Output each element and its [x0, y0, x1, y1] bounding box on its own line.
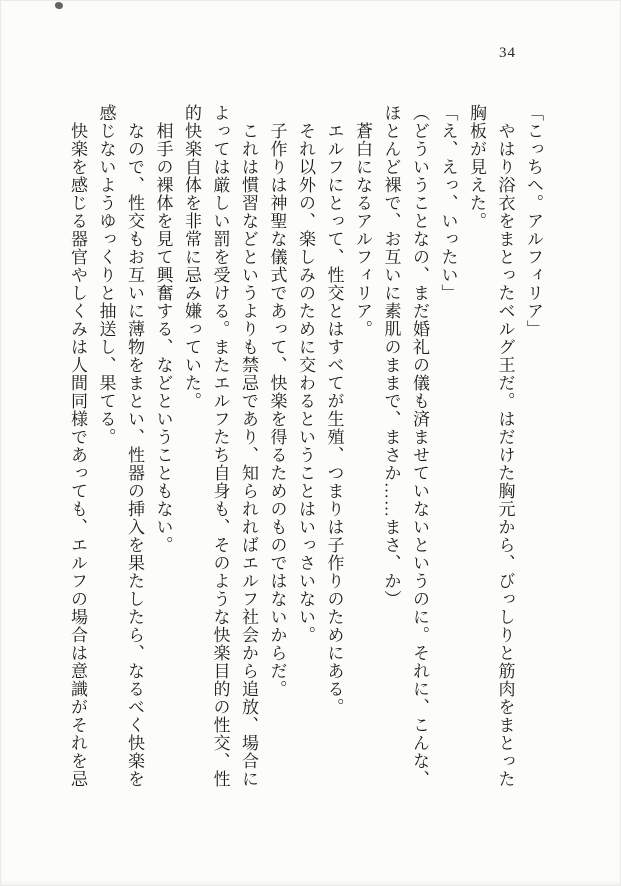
text-line: エルフにとって、性交とはすべてが生殖、つまりは子作りのためにある。 [324, 122, 344, 716]
text-line: 快楽を感じる器官やしくみは人間同様であっても、エルフの場合は意識がそれを忌 [68, 122, 87, 788]
text-line: なので、性交もお互いに薄物をまとい、性器の挿入を果たしたら、なるべく快楽を [125, 122, 144, 788]
text-line: これは慣習などというよりも禁忌であり、知られればエルフ社会から追放、場合に [239, 122, 258, 788]
text-line: 的快楽自体を非常に忌み嫌っていた。 [182, 104, 201, 410]
text-line: 感じないようゆっくりと抽送し、果てる。 [96, 104, 116, 446]
text-line: それ以外の、楽しみのために交わるということはいっさいない。 [296, 122, 315, 644]
text-line: 蒼白になるアルフィリア。 [353, 122, 372, 338]
body-text [57, 104, 547, 818]
text-line: （どういうことなの、まだ婚礼の儀も済ませていないというのに。それに、こんな、 [410, 104, 429, 788]
text-line: 「こっちへ。アルフィリア」 [524, 104, 543, 338]
page-number: 34 [499, 45, 516, 61]
text-line: 「え、えっ、いったい」 [438, 104, 458, 302]
text-line: 相手の裸体を見て興奮する、などということもない。 [153, 122, 173, 554]
text-line: 胸板が見えた。 [467, 104, 486, 230]
text-line: 子作りは神聖な儀式であって、快楽を得るためのものではないからだ。 [267, 122, 287, 698]
text-line: ほとんど裸で、お互いに素肌のままで、まさか……まさ、か） [381, 104, 401, 608]
text-line: よっては厳しい罰を受ける。またエルフたち自身も、そのような快楽目的の性交、性 [210, 104, 230, 788]
text-line: やはり浴衣をまとったベルグ王だ。はだけた胸元から、びっしりと筋肉をまとった [495, 122, 515, 788]
scan-artifact [55, 2, 63, 9]
